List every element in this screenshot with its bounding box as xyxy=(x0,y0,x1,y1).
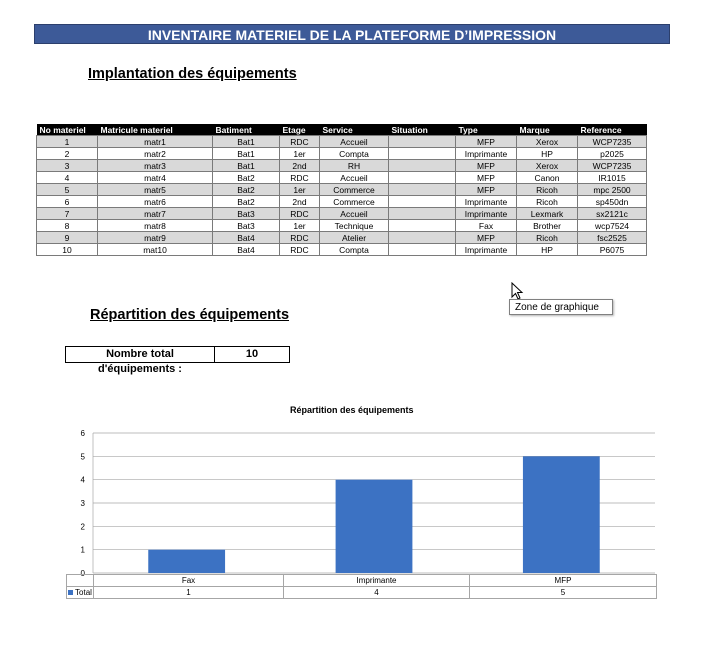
table-cell[interactable]: RDC xyxy=(280,136,320,148)
table-cell[interactable]: Bat1 xyxy=(213,148,280,160)
table-cell[interactable]: matr8 xyxy=(98,220,213,232)
chart-category-label: Fax xyxy=(94,575,284,587)
table-cell[interactable]: Fax xyxy=(456,220,517,232)
table-cell[interactable]: WCP7235 xyxy=(578,136,647,148)
table-cell[interactable]: MFP xyxy=(456,172,517,184)
table-cell[interactable]: 7 xyxy=(37,208,98,220)
table-cell[interactable]: Bat3 xyxy=(213,220,280,232)
table-cell[interactable]: Xerox xyxy=(517,136,578,148)
table-cell[interactable]: Canon xyxy=(517,172,578,184)
table-cell[interactable]: RDC xyxy=(280,208,320,220)
chart-data-label: 1 xyxy=(94,587,284,599)
table-cell[interactable]: MFP xyxy=(456,232,517,244)
table-cell[interactable]: 6 xyxy=(37,196,98,208)
table-cell[interactable]: 2 xyxy=(37,148,98,160)
table-cell[interactable]: 5 xyxy=(37,184,98,196)
legend-swatch-icon xyxy=(68,590,73,595)
table-cell[interactable]: WCP7235 xyxy=(578,160,647,172)
table-cell[interactable]: 8 xyxy=(37,220,98,232)
table-cell[interactable]: Accueil xyxy=(320,172,389,184)
table-cell[interactable]: fsc2525 xyxy=(578,232,647,244)
chart-category-label: MFP xyxy=(470,575,657,587)
table-cell[interactable]: 9 xyxy=(37,232,98,244)
table-cell[interactable]: Imprimante xyxy=(456,208,517,220)
table-cell[interactable]: Bat4 xyxy=(213,244,280,256)
bar-mfp[interactable] xyxy=(523,456,600,573)
table-cell[interactable]: Imprimante xyxy=(456,244,517,256)
table-cell[interactable]: Atelier xyxy=(320,232,389,244)
table-cell[interactable]: Brother xyxy=(517,220,578,232)
table-cell[interactable]: matr1 xyxy=(98,136,213,148)
table-cell[interactable]: MFP xyxy=(456,160,517,172)
column-header: Situation xyxy=(389,124,456,136)
chart-data-label: 5 xyxy=(470,587,657,599)
table-cell[interactable]: Bat4 xyxy=(213,232,280,244)
table-cell[interactable]: Lexmark xyxy=(517,208,578,220)
table-cell[interactable]: HP xyxy=(517,148,578,160)
table-cell[interactable]: Compta xyxy=(320,148,389,160)
table-cell[interactable]: wcp7524 xyxy=(578,220,647,232)
table-cell[interactable]: matr6 xyxy=(98,196,213,208)
legend-label: Total xyxy=(75,588,92,597)
table-cell[interactable]: 1er xyxy=(280,220,320,232)
table-cell[interactable]: mpc 2500 xyxy=(578,184,647,196)
y-tick-label: 1 xyxy=(80,545,85,555)
column-header: No materiel xyxy=(37,124,98,136)
column-header: Batiment xyxy=(213,124,280,136)
chart-table-corner xyxy=(67,575,94,587)
table-cell[interactable]: Bat3 xyxy=(213,208,280,220)
table-cell[interactable]: 10 xyxy=(37,244,98,256)
column-header: Reference xyxy=(578,124,647,136)
chart-category-label: Imprimante xyxy=(284,575,470,587)
table-cell[interactable]: Accueil xyxy=(320,208,389,220)
table-cell[interactable]: 2nd xyxy=(280,196,320,208)
table-cell[interactable]: matr3 xyxy=(98,160,213,172)
table-cell[interactable]: matr2 xyxy=(98,148,213,160)
table-cell[interactable]: 1 xyxy=(37,136,98,148)
table-cell[interactable]: IR1015 xyxy=(578,172,647,184)
table-cell[interactable]: Accueil xyxy=(320,136,389,148)
table-cell[interactable]: Commerce xyxy=(320,184,389,196)
table-cell[interactable]: p2025 xyxy=(578,148,647,160)
table-cell[interactable]: Bat1 xyxy=(213,160,280,172)
chart-legend-total xyxy=(67,587,94,599)
table-cell[interactable]: sp450dn xyxy=(578,196,647,208)
table-cell[interactable]: 1er xyxy=(280,184,320,196)
table-cell[interactable]: MFP xyxy=(456,136,517,148)
table-cell[interactable]: RDC xyxy=(280,244,320,256)
table-cell[interactable]: Compta xyxy=(320,244,389,256)
table-cell[interactable]: 4 xyxy=(37,172,98,184)
table-cell[interactable]: P6075 xyxy=(578,244,647,256)
chart-data-table xyxy=(66,574,657,599)
column-header: Type xyxy=(456,124,517,136)
table-cell[interactable]: 2nd xyxy=(280,160,320,172)
table-cell[interactable]: Bat1 xyxy=(213,136,280,148)
table-cell[interactable]: Imprimante xyxy=(456,148,517,160)
table-cell[interactable]: Ricoh xyxy=(517,196,578,208)
page-banner: INVENTAIRE MATERIEL DE LA PLATEFORME D’IMPRESSION xyxy=(34,24,670,44)
table-cell[interactable]: Technique xyxy=(320,220,389,232)
table-cell[interactable]: Ricoh xyxy=(517,232,578,244)
table-cell[interactable]: Ricoh xyxy=(517,184,578,196)
chart-data-label: 4 xyxy=(284,587,470,599)
table-cell[interactable]: RDC xyxy=(280,172,320,184)
total-equipment-label: Nombre total d'équipements : xyxy=(65,346,215,363)
table-cell[interactable]: HP xyxy=(517,244,578,256)
table-cell[interactable]: Bat2 xyxy=(213,196,280,208)
section-title-repartition: Répartition des équipements xyxy=(90,307,290,323)
table-cell[interactable]: matr9 xyxy=(98,232,213,244)
column-header: Marque xyxy=(517,124,578,136)
chart-area-tooltip: Zone de graphique xyxy=(509,299,613,315)
bar-imprimante[interactable] xyxy=(336,480,413,573)
table-cell[interactable]: Bat2 xyxy=(213,184,280,196)
column-header: Service xyxy=(320,124,389,136)
table-cell[interactable]: matr4 xyxy=(98,172,213,184)
y-tick-label: 4 xyxy=(80,475,85,485)
table-cell[interactable]: Imprimante xyxy=(456,196,517,208)
table-cell[interactable]: mat10 xyxy=(98,244,213,256)
table-cell[interactable]: 1er xyxy=(280,148,320,160)
table-cell[interactable]: matr7 xyxy=(98,208,213,220)
y-tick-label: 5 xyxy=(80,452,85,462)
y-tick-label: 2 xyxy=(80,522,85,532)
table-cell[interactable]: Bat2 xyxy=(213,172,280,184)
column-header: Matricule materiel xyxy=(98,124,213,136)
bar-fax[interactable] xyxy=(148,550,225,573)
table-cell[interactable]: 3 xyxy=(37,160,98,172)
y-tick-label: 6 xyxy=(80,429,85,438)
section-title-implantation: Implantation des équipements xyxy=(88,66,297,82)
table-cell[interactable]: MFP xyxy=(456,184,517,196)
table-cell[interactable]: matr5 xyxy=(98,184,213,196)
column-header: Etage xyxy=(280,124,320,136)
table-cell[interactable]: RH xyxy=(320,160,389,172)
chart-title: Répartition des équipements xyxy=(290,405,414,415)
table-cell[interactable]: Xerox xyxy=(517,160,578,172)
table-cell[interactable]: Commerce xyxy=(320,196,389,208)
y-tick-label: 0 xyxy=(80,569,85,578)
table-cell[interactable]: sx2121c xyxy=(578,208,647,220)
table-cell[interactable]: RDC xyxy=(280,232,320,244)
total-equipment-value: 10 xyxy=(215,346,290,363)
y-tick-label: 3 xyxy=(80,499,85,508)
